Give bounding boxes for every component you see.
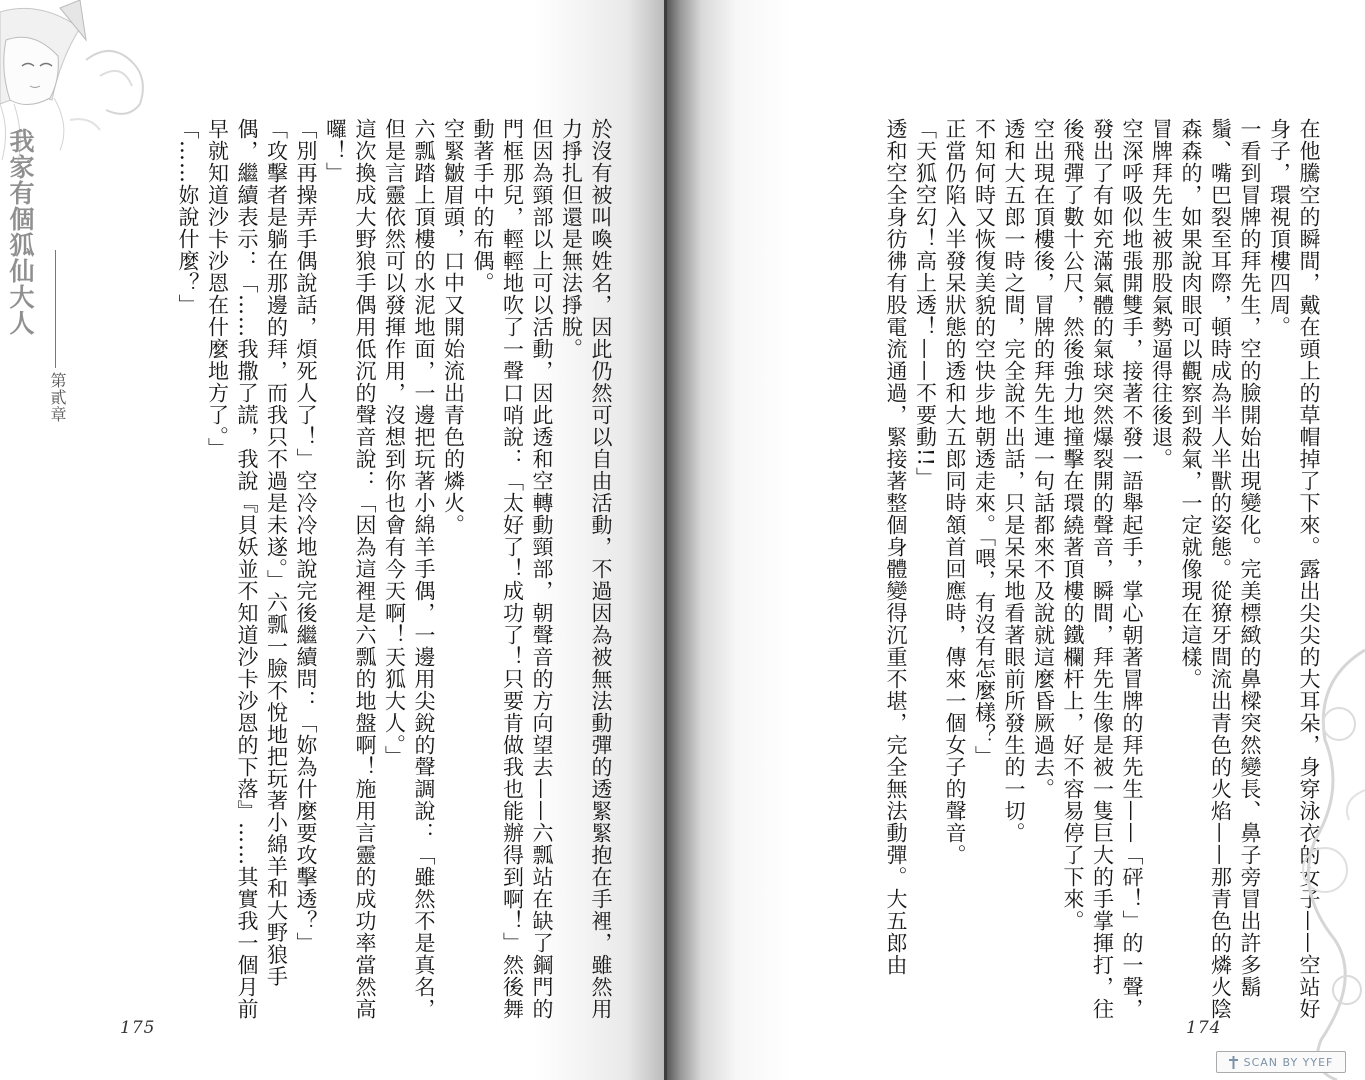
paragraph: 冒牌拜先生被那股氣勢逼得往後退。 [1149, 118, 1174, 470]
paragraph: 六瓢踏上頂樓的水泥地面，一邊把玩著小綿羊手偶，一邊用尖銳的聲調說：「雖然不是真名，但是言靈依然可以發揮作用，沒想到你也會有今天啊！天狐大人。」 [382, 118, 436, 1020]
paragraph: 在他騰空的瞬間，戴在頭上的草帽掉了下來。露出尖尖的大耳朵，身穿泳衣的女子——空站好身子，環視頂樓四周。 [1267, 118, 1321, 1020]
paragraph: 「攻擊者是躺在那邊的拜，而我只不過是未遂。」六瓢一臉不悅地把玩著小綿羊和大野狼手偶，繼續表示：「……我撒了謊，我說『貝妖並不知道沙卡沙恩的下落』……其實我一個月前早就知道沙卡沙恩在什麼地方了。」 [205, 118, 289, 1020]
paragraph: 不知何時又恢復美貌的空快步地朝透走來。「喂，有沒有怎麼樣？」 [972, 118, 997, 768]
paragraph: 透和大五郎一時之間，完全說不出話，只是呆呆地看著眼前所發生的一切。 [1002, 118, 1026, 844]
scan-credit-badge [1216, 1051, 1346, 1073]
right-page [667, 0, 1365, 1080]
series-title: 我家有個狐仙大人 [6, 128, 35, 336]
paragraph: 空深呼吸似地張開雙手，接著不發一語舉起手，掌心朝著冒牌的拜先生——「砰！」的一聲，發出了有如充滿氣體的氣球突然爆裂開的聲音，瞬間，拜先生像是被一隻巨大的手掌揮打，往後飛彈了數十公尺，然後強力地撞擊在環繞著頂樓的鐵欄杆上，好不容易停了下來。 [1061, 118, 1144, 1020]
paragraph: 透和空全身彷彿有股電流通過，緊接著整個身體變得沉重不堪，完全無法動彈。大五郎由 [884, 118, 908, 976]
floral-ornament [1285, 640, 1365, 1080]
scan-credit-text: SCAN BY YYEF [1243, 1055, 1334, 1069]
chapter-label: 第貳章 [48, 372, 67, 423]
paragraph: 這次換成大野狼手偶用低沉的聲音說：「因為這裡是六瓢的地盤啊！施用言靈的成功率當然高囉！」 [323, 118, 377, 1020]
paragraph: 正當仍陷入半發呆狀態的透和大五郎同時頷首回應時，傳來一個女子的聲音。 [943, 118, 967, 866]
title-divider [55, 250, 56, 368]
paragraph: 「天狐空幻！高上透！——不要動!!」 [913, 118, 938, 489]
page-number-left: 175 [120, 1018, 156, 1038]
page-number-right: 174 [1186, 1018, 1222, 1038]
left-page [0, 0, 667, 1080]
right-page-text [729, 118, 1323, 1028]
cross-icon [1229, 1056, 1238, 1069]
paragraph: 「……妳說什麼？」 [176, 118, 200, 316]
paragraph: 但因為頸部以上可以活動，因此透和空轉動頸部，朝聲音的方向望去——六瓢站在缺了鋼門的門框那兒，輕輕地吹了一聲口哨說：「太好了！成功了！只要肯做我也能辦得到啊！」然後舞動著手中的布偶。 [471, 118, 554, 1020]
paragraph: 空出現在頂樓後，冒牌的拜先生連一句話都來不及說就這麼昏厥過去。 [1031, 118, 1056, 800]
paragraph: 「別再操弄手偶說話，煩死人了！」空冷冷地說完後繼續問：「妳為什麼要攻擊透？」 [294, 118, 318, 954]
paragraph: 空緊皺眉頭，口中又開始流出青色的燐火。 [441, 118, 466, 536]
left-page-text [168, 118, 615, 1028]
paragraph: 於沒有被叫喚姓名，因此仍然可以自由活動，不過因為被無法動彈的透緊緊抱在手裡，雖然用力掙扎但還是無法掙脫。 [559, 118, 613, 1020]
paragraph: 一看到冒牌的拜先生，空的臉開始出現變化。完美標緻的鼻樑突然變長、鼻子旁冒出許多鬍鬚、嘴巴裂至耳際，頓時成為半人半獸的姿態。從獠牙間流出青色的火焰——那青色的燐火陰森森的，如果說肉眼可以觀察到殺氣，一定就像現在這樣。 [1179, 118, 1262, 1020]
